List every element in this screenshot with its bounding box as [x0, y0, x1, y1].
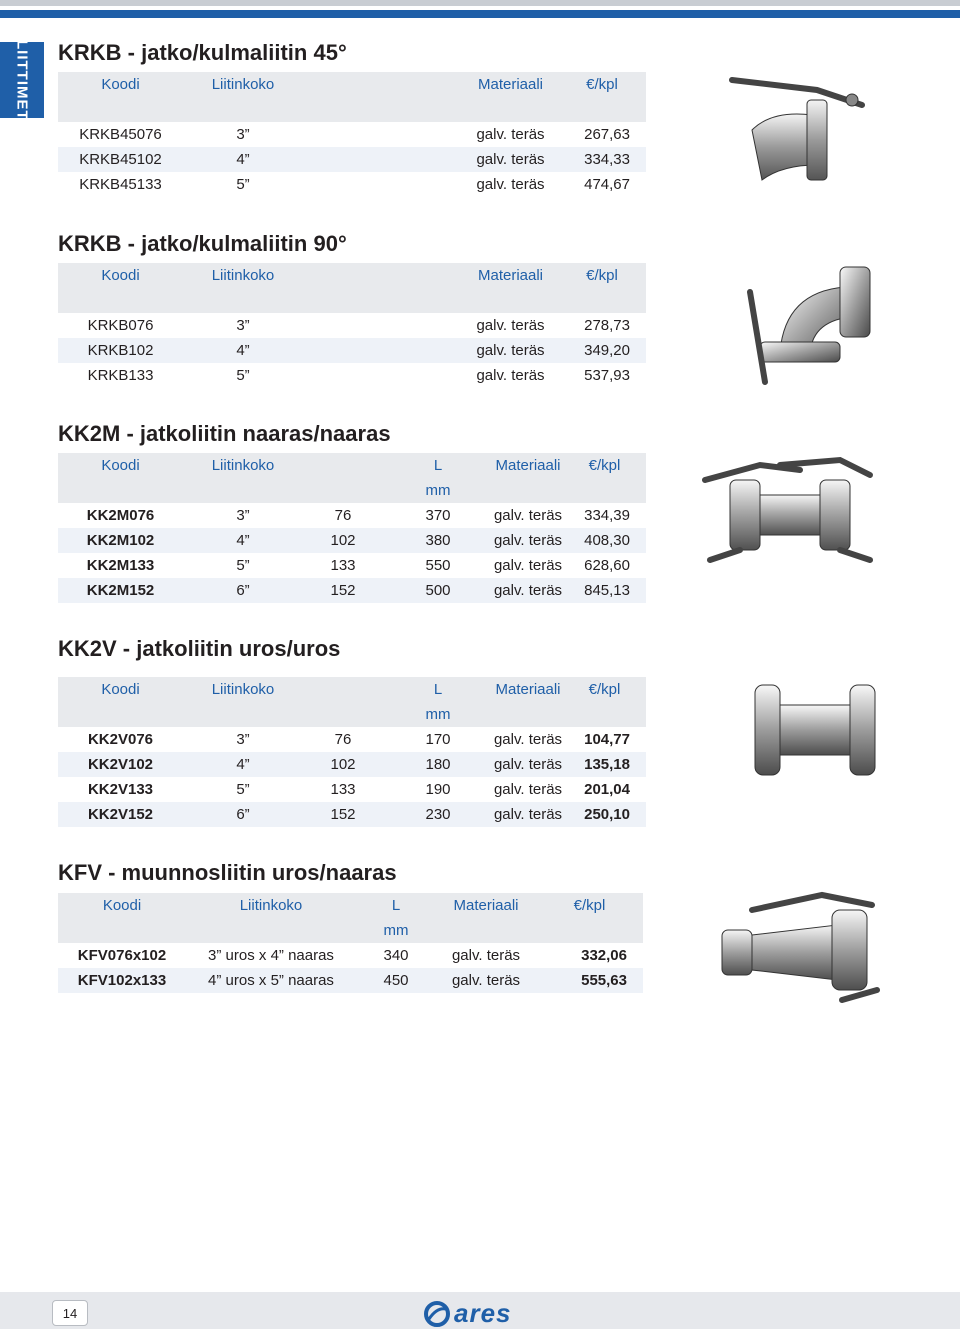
table-row: KRKB102 4” galv. teräs 349,20	[58, 338, 646, 363]
column-header: Materiaali	[463, 72, 558, 97]
table-row: KK2V076 3” 76 170 galv. teräs 104,77	[87, 731, 630, 748]
table-header-row	[58, 263, 646, 288]
table-header-row	[58, 453, 646, 478]
table-row: KK2M102 4” 102 380 galv. teräs 408,30	[58, 528, 646, 553]
column-header: Koodi	[58, 263, 183, 288]
section-title: KK2M - jatkoliitin naaras/naaras	[58, 421, 391, 446]
table-header-row	[58, 72, 646, 97]
section-kk2m	[58, 419, 646, 603]
table-row: KRKB076 3” galv. teräs 278,73	[87, 317, 630, 334]
column-header: L	[356, 893, 436, 918]
table-header-row	[58, 893, 643, 918]
product-table	[58, 677, 646, 827]
table-row: KK2M133 5” 133 550 galv. teräs 628,60	[86, 557, 630, 574]
column-header: Materiaali	[436, 893, 536, 918]
column-header: L	[383, 453, 493, 478]
section-krkb90	[58, 229, 646, 388]
column-header: Materiaali	[493, 453, 563, 478]
product-table	[58, 893, 643, 993]
side-tab-label: LIITTIMET	[13, 39, 31, 121]
product-table	[58, 453, 646, 603]
section-kfv	[58, 858, 643, 993]
column-header: L	[383, 677, 493, 702]
table-row: KFV076x102 3” uros x 4” naaras 340 galv. teräs 332,06	[77, 947, 627, 964]
column-header: Liitinkoko	[183, 263, 303, 288]
column-header: €/kpl	[558, 263, 646, 288]
column-header: Liitinkoko	[183, 677, 303, 702]
product-table	[58, 72, 646, 197]
column-header: €/kpl	[536, 893, 643, 918]
table-row: KK2M152 6” 152 500 galv. teräs 845,13	[58, 578, 646, 603]
section-title: KFV - muunnosliitin uros/naaras	[58, 860, 397, 885]
logo-wordmark: ares	[454, 1298, 512, 1328]
column-header: €/kpl	[563, 677, 646, 702]
table-row: KRKB133 5” galv. teräs 537,93	[87, 367, 630, 384]
table-row: KK2M076 3” 76 370 galv. teräs 334,39	[86, 507, 630, 524]
table-row: KFV102x133 4” uros x 5” naaras 450 galv. teräs 555,63	[58, 968, 643, 993]
column-header: Koodi	[58, 893, 186, 918]
ares-logo-icon	[424, 1301, 450, 1327]
column-header: Koodi	[58, 453, 183, 478]
section-title: KRKB - jatko/kulmaliitin 90°	[58, 231, 347, 256]
column-header: Liitinkoko	[183, 453, 303, 478]
section-kk2v	[58, 634, 646, 827]
product-image-kk2v	[750, 680, 880, 785]
column-header: €/kpl	[563, 453, 646, 478]
section-title: KK2V - jatkoliitin uros/uros	[58, 636, 341, 661]
table-row: KRKB45076 3” galv. teräs 267,63	[79, 126, 630, 143]
table-header-row	[58, 677, 646, 702]
unit-label: mm	[383, 702, 493, 727]
column-header: Liitinkoko	[183, 72, 303, 97]
header-band	[0, 10, 960, 18]
table-row: KRKB45133 5” galv. teräs 474,67	[79, 176, 630, 193]
section-krkb45	[58, 38, 646, 197]
unit-label: mm	[356, 918, 436, 943]
table-row: KK2V133 5” 133 190 galv. teräs 201,04	[87, 781, 630, 798]
column-header: Materiaali	[463, 263, 558, 288]
product-image-kfv	[712, 890, 882, 1015]
product-image-krkb45	[722, 70, 882, 195]
side-tab	[0, 39, 44, 121]
brand-logo	[424, 1298, 512, 1329]
table-row: KK2V152 6” 152 230 galv. teräs 250,10	[58, 802, 646, 827]
product-image-kk2m	[700, 450, 880, 585]
column-header: Liitinkoko	[186, 893, 356, 918]
top-stripe	[0, 0, 960, 6]
section-title: KRKB - jatko/kulmaliitin 45°	[58, 40, 347, 65]
table-row: KK2V102 4” 102 180 galv. teräs 135,18	[58, 752, 646, 777]
column-header: Koodi	[58, 677, 183, 702]
page-number: 14	[52, 1300, 88, 1326]
table-row: KRKB45102 4” galv. teräs 334,33	[58, 147, 646, 172]
column-header: Koodi	[58, 72, 183, 97]
product-image-krkb90	[740, 262, 880, 397]
unit-label: mm	[383, 478, 493, 503]
column-header: Materiaali	[493, 677, 563, 702]
column-header: €/kpl	[558, 72, 646, 97]
product-table	[58, 263, 646, 388]
